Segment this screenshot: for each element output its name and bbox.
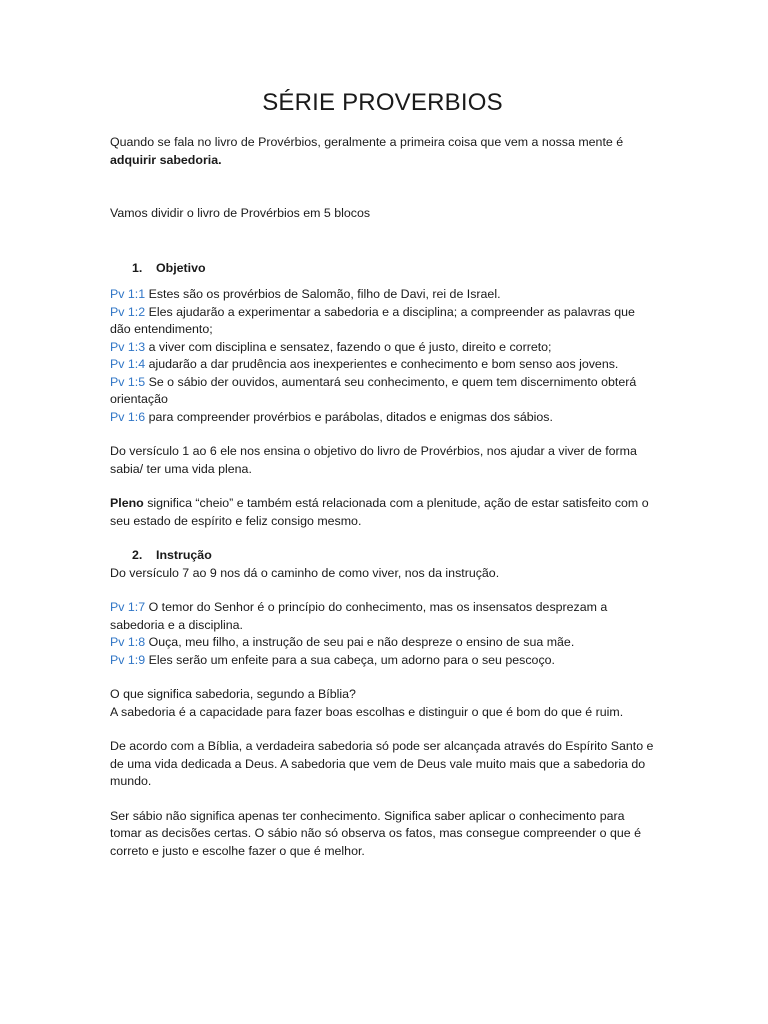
verse-ref: Pv 1:4 xyxy=(110,357,146,371)
verse-text: O temor do Senhor é o princípio do conhecimento, mas os insensatos desprezam a sabedoria e a disciplina. xyxy=(110,600,608,632)
intro-text: Quando se fala no livro de Provérbios, geralmente a primeira coisa que vem a nossa mente é xyxy=(110,135,624,149)
pleno-definition xyxy=(110,495,655,530)
document-page xyxy=(110,88,655,860)
verse-list-instrucao xyxy=(110,599,655,669)
verse-item xyxy=(110,634,655,652)
verse-ref: Pv 1:1 xyxy=(110,287,146,301)
verse-item xyxy=(110,304,655,339)
verse-ref: Pv 1:6 xyxy=(110,409,146,424)
verse-item xyxy=(110,409,655,427)
document-title: SÉRIE PROVERBIOS xyxy=(262,89,503,116)
section-number: 1. xyxy=(132,260,143,275)
verse-text: Se o sábio der ouvidos, aumentará seu conhecimento, e quem tem discernimento obterá orientação xyxy=(110,374,637,406)
verse-text: ajudarão a dar prudência aos inexperientes e conhecimento e bom senso aos jovens. xyxy=(145,357,619,371)
verse-ref: Pv 1:5 xyxy=(110,374,146,389)
sabedoria-question: O que significa sabedoria, segundo a Bíblia? xyxy=(110,687,356,701)
verse-ref: Pv 1:2 xyxy=(110,304,146,319)
blocks-intro: Vamos dividir o livro de Provérbios em 5 blocos xyxy=(110,206,371,220)
intro-bold-text: adquirir sabedoria. xyxy=(110,152,222,167)
verse-text: Ouça, meu filho, a instrução de seu pai e não despreze o ensino de sua mãe. xyxy=(145,635,575,649)
sabedoria-answer: A sabedoria é a capacidade para fazer boas escolhas e distinguir o que é bom do que é ruim. xyxy=(110,704,624,719)
section-heading-objetivo xyxy=(110,260,655,278)
biblia-paragraph: De acordo com a Bíblia, a verdadeira sabedoria só pode ser alcançada através do Espírito Santo e de uma vida dedicada a Deus. A sabedoria que vem de Deus vale muito mais que a sabedoria do mundo. xyxy=(110,739,654,788)
verse-ref: Pv 1:8 xyxy=(110,635,146,649)
verse-item xyxy=(110,286,655,304)
section-title: Instrução xyxy=(156,548,212,562)
verse-text: Eles serão um enfeite para a sua cabeça, um adorno para o seu pescoço. xyxy=(145,652,555,667)
verse-ref: Pv 1:9 xyxy=(110,652,146,667)
pleno-term: Pleno xyxy=(110,496,144,510)
section-heading-instrucao xyxy=(110,547,655,565)
verse-text: a viver com disciplina e sensatez, fazendo o que é justo, direito e correto; xyxy=(145,339,552,354)
section-title: Objetivo xyxy=(156,260,206,275)
intro-paragraph xyxy=(110,134,655,169)
objetivo-summary: Do versículo 1 ao 6 ele nos ensina o objetivo do livro de Provérbios, nos ajudar a viver de forma sabia/ ter uma vida plena. xyxy=(110,444,637,476)
verse-item xyxy=(110,599,655,634)
verse-text: Eles ajudarão a experimentar a sabedoria e a disciplina; a compreender as palavras que dão entendimento; xyxy=(110,304,635,336)
verse-ref: Pv 1:7 xyxy=(110,600,146,614)
verse-ref: Pv 1:3 xyxy=(110,339,146,354)
verse-item xyxy=(110,374,655,409)
pleno-text: significa “cheio” e também está relacionada com a plenitude, ação de estar satisfeito com o seu estado de espírito e feliz consigo mesmo. xyxy=(110,496,649,528)
verse-item xyxy=(110,652,655,670)
instrucao-intro: Do versículo 7 ao 9 nos dá o caminho de como viver, nos da instrução. xyxy=(110,565,500,580)
verse-item xyxy=(110,356,655,374)
sabio-paragraph: Ser sábio não significa apenas ter conhecimento. Significa saber aplicar o conhecimento para tomar as decisões certas. O sábio não só observa os fatos, mas consegue compreender o que é correto e justo e escolhe fazer o que é melhor. xyxy=(110,808,642,858)
verse-text: Estes são os provérbios de Salomão, filho de Davi, rei de Israel. xyxy=(145,287,501,301)
verse-text: para compreender provérbios e parábolas, ditados e enigmas dos sábios. xyxy=(145,409,553,424)
section-number: 2. xyxy=(132,548,143,562)
verse-item xyxy=(110,339,655,357)
verse-list-objetivo xyxy=(110,286,655,426)
